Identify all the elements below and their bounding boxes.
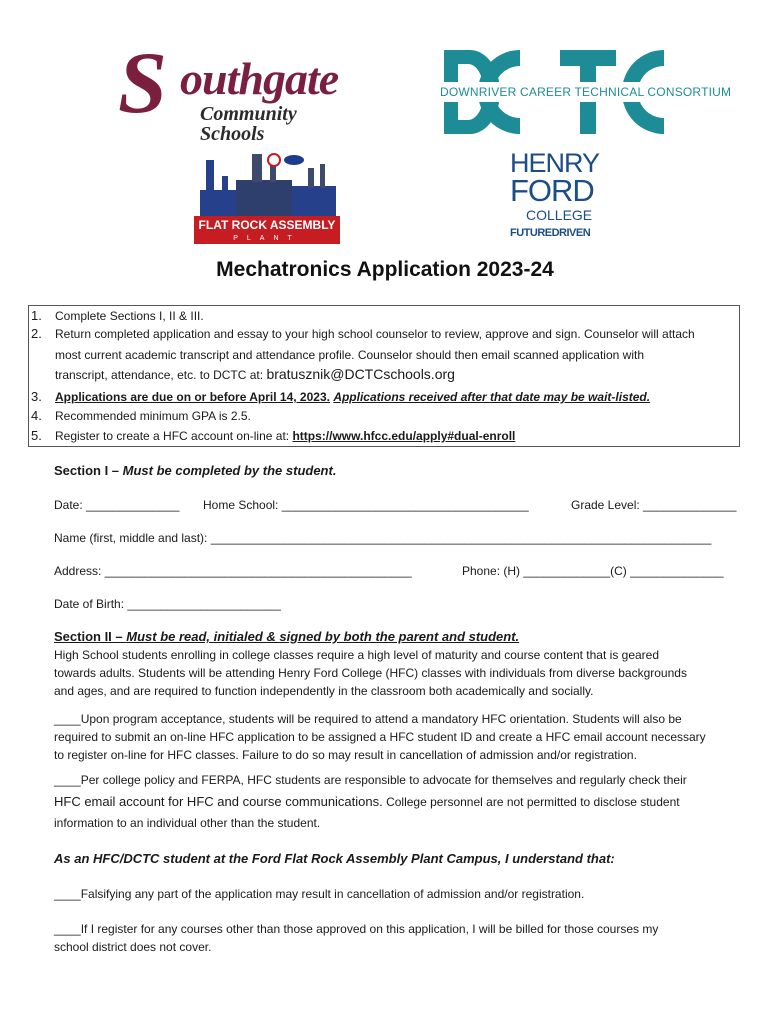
section-1-heading [54, 463, 336, 479]
instructions-box [28, 305, 740, 447]
instruction-2-line-2: most current academic transcript and attendance profile. Counselor should then email scanned application with [55, 348, 644, 362]
instruction-text: transcript, attendance, etc. to DCTC at: [55, 368, 264, 382]
hfc-logo-line3: COLLEGE [526, 207, 593, 223]
page-title: Mechatronics Application 2023-24 [216, 258, 554, 281]
southgate-logo-name: outhgate [180, 53, 339, 104]
address-field[interactable]: Address: ______________________________________________ [54, 564, 412, 578]
section-2-heading-note: Must be read, initialed & signed by both the parent and student. [126, 629, 520, 644]
ferpa-statement [54, 770, 734, 834]
hfc-apply-link[interactable]: https://www.hfcc.edu/apply#dual-enroll [292, 429, 516, 443]
dctc-logo-band: DOWNRIVER CAREER TECHNICAL CONSORTIUM [440, 82, 668, 102]
instruction-number: 1. [31, 308, 42, 323]
hfc-email-text: HFC email account for HFC and course communications. [54, 794, 383, 809]
instruction-text: Complete Sections I, II & III. [55, 309, 204, 323]
paragraph-line: ____If I register for any courses other than those approved on this application, I will be billed for those courses my [54, 922, 659, 936]
falsifying-statement: ____Falsifying any part of the application may result in cancellation of admission and/or registration. [54, 887, 585, 901]
instruction-text-3 [55, 390, 650, 404]
paragraph-line: High School students enrolling in college classes require a high level of maturity and course content that is geared [54, 648, 660, 662]
dctc-email-link[interactable]: bratusznik@DCTCschools.org [266, 366, 455, 382]
paragraph-line-2 [54, 791, 734, 813]
section-2-heading-label: Section II – [54, 629, 127, 644]
paragraph-line: towards adults. Students will be attending Henry Ford College (HFC) classes with individuals from diverse backgrounds [54, 666, 687, 680]
instruction-number: 5. [31, 428, 42, 443]
section-1-heading-note: Must be completed by the student. [122, 463, 337, 478]
date-field[interactable]: Date: ______________ [54, 498, 180, 512]
date-of-birth-field[interactable]: Date of Birth: _______________________ [54, 597, 281, 611]
paragraph-line: information to an individual other than the student. [54, 816, 321, 830]
henry-ford-college-logo [510, 150, 598, 242]
home-school-field[interactable]: Home School: _____________________________________ [203, 498, 529, 512]
paragraph-line: school district does not cover. [54, 940, 212, 954]
instruction-number: 2. [31, 326, 42, 341]
paragraph-text: College personnel are not permitted to disclose student [386, 795, 680, 809]
hfc-logo-line1: HENRY [510, 148, 600, 178]
section-1-heading-label: Section I – [54, 463, 123, 478]
instruction-text-5 [55, 429, 515, 443]
instruction-text: Register to create a HFC account on-line at: [55, 429, 290, 443]
instruction-number: 4. [31, 408, 42, 423]
flat-rock-logo-sub: PLANT [194, 234, 340, 244]
paragraph-line: ____Per college policy and FERPA, HFC students are responsible to advocate for themselves and regularly check their [54, 773, 687, 787]
dctc-logo [440, 48, 732, 136]
campus-heading: As an HFC/DCTC student at the Ford Flat Rock Assembly Plant Campus, I understand that: [54, 851, 615, 866]
southgate-logo [118, 35, 366, 145]
instruction-text: Recommended minimum GPA is 2.5. [55, 409, 251, 423]
paragraph-line: required to submit an on-line HFC application to be assigned a HFC student ID and create a HFC email account necessary [54, 730, 706, 744]
paragraph-line: ____Upon program acceptance, students will be required to attend a mandatory HFC orientation. Students will also be [54, 712, 682, 726]
phone-field[interactable]: Phone: (H) _____________(C) ______________ [462, 564, 724, 578]
hfc-logo-line2: FORD [510, 173, 594, 208]
name-field[interactable]: Name (first, middle and last): ___________________________________________________________________________ [54, 531, 712, 545]
orientation-statement [54, 710, 734, 764]
southgate-logo-sub: Community Schools [200, 103, 297, 145]
instruction-number: 3. [31, 389, 42, 404]
flat-rock-logo-name: FLAT ROCK ASSEMBLY [194, 216, 340, 234]
factory-skyline-graphic [192, 150, 344, 216]
paragraph-line: to register on-line for HFC classes. Failure to do so may result in cancellation of admission and/or registration. [54, 748, 637, 762]
paragraph-line: and ages, and are required to function independently in the classroom both academically and socially. [54, 684, 594, 698]
hfc-logo-line4: FUTUREDRIVEN [510, 227, 591, 239]
wait-list-text: Applications received after that date may be wait-listed. [333, 390, 651, 404]
section-2-intro [54, 646, 734, 700]
instruction-text: Return completed application and essay to your high school counselor to review, approve and sign. Counselor will attach [55, 327, 695, 341]
instruction-2-line-3 [55, 366, 455, 382]
billing-statement [54, 920, 734, 956]
flat-rock-assembly-logo [192, 150, 344, 242]
grade-level-field[interactable]: Grade Level: ______________ [571, 498, 737, 512]
deadline-text: Applications are due on or before April 14, 2023. [55, 390, 330, 404]
section-2-heading [54, 629, 519, 645]
southgate-logo-initial: S [118, 35, 167, 132]
